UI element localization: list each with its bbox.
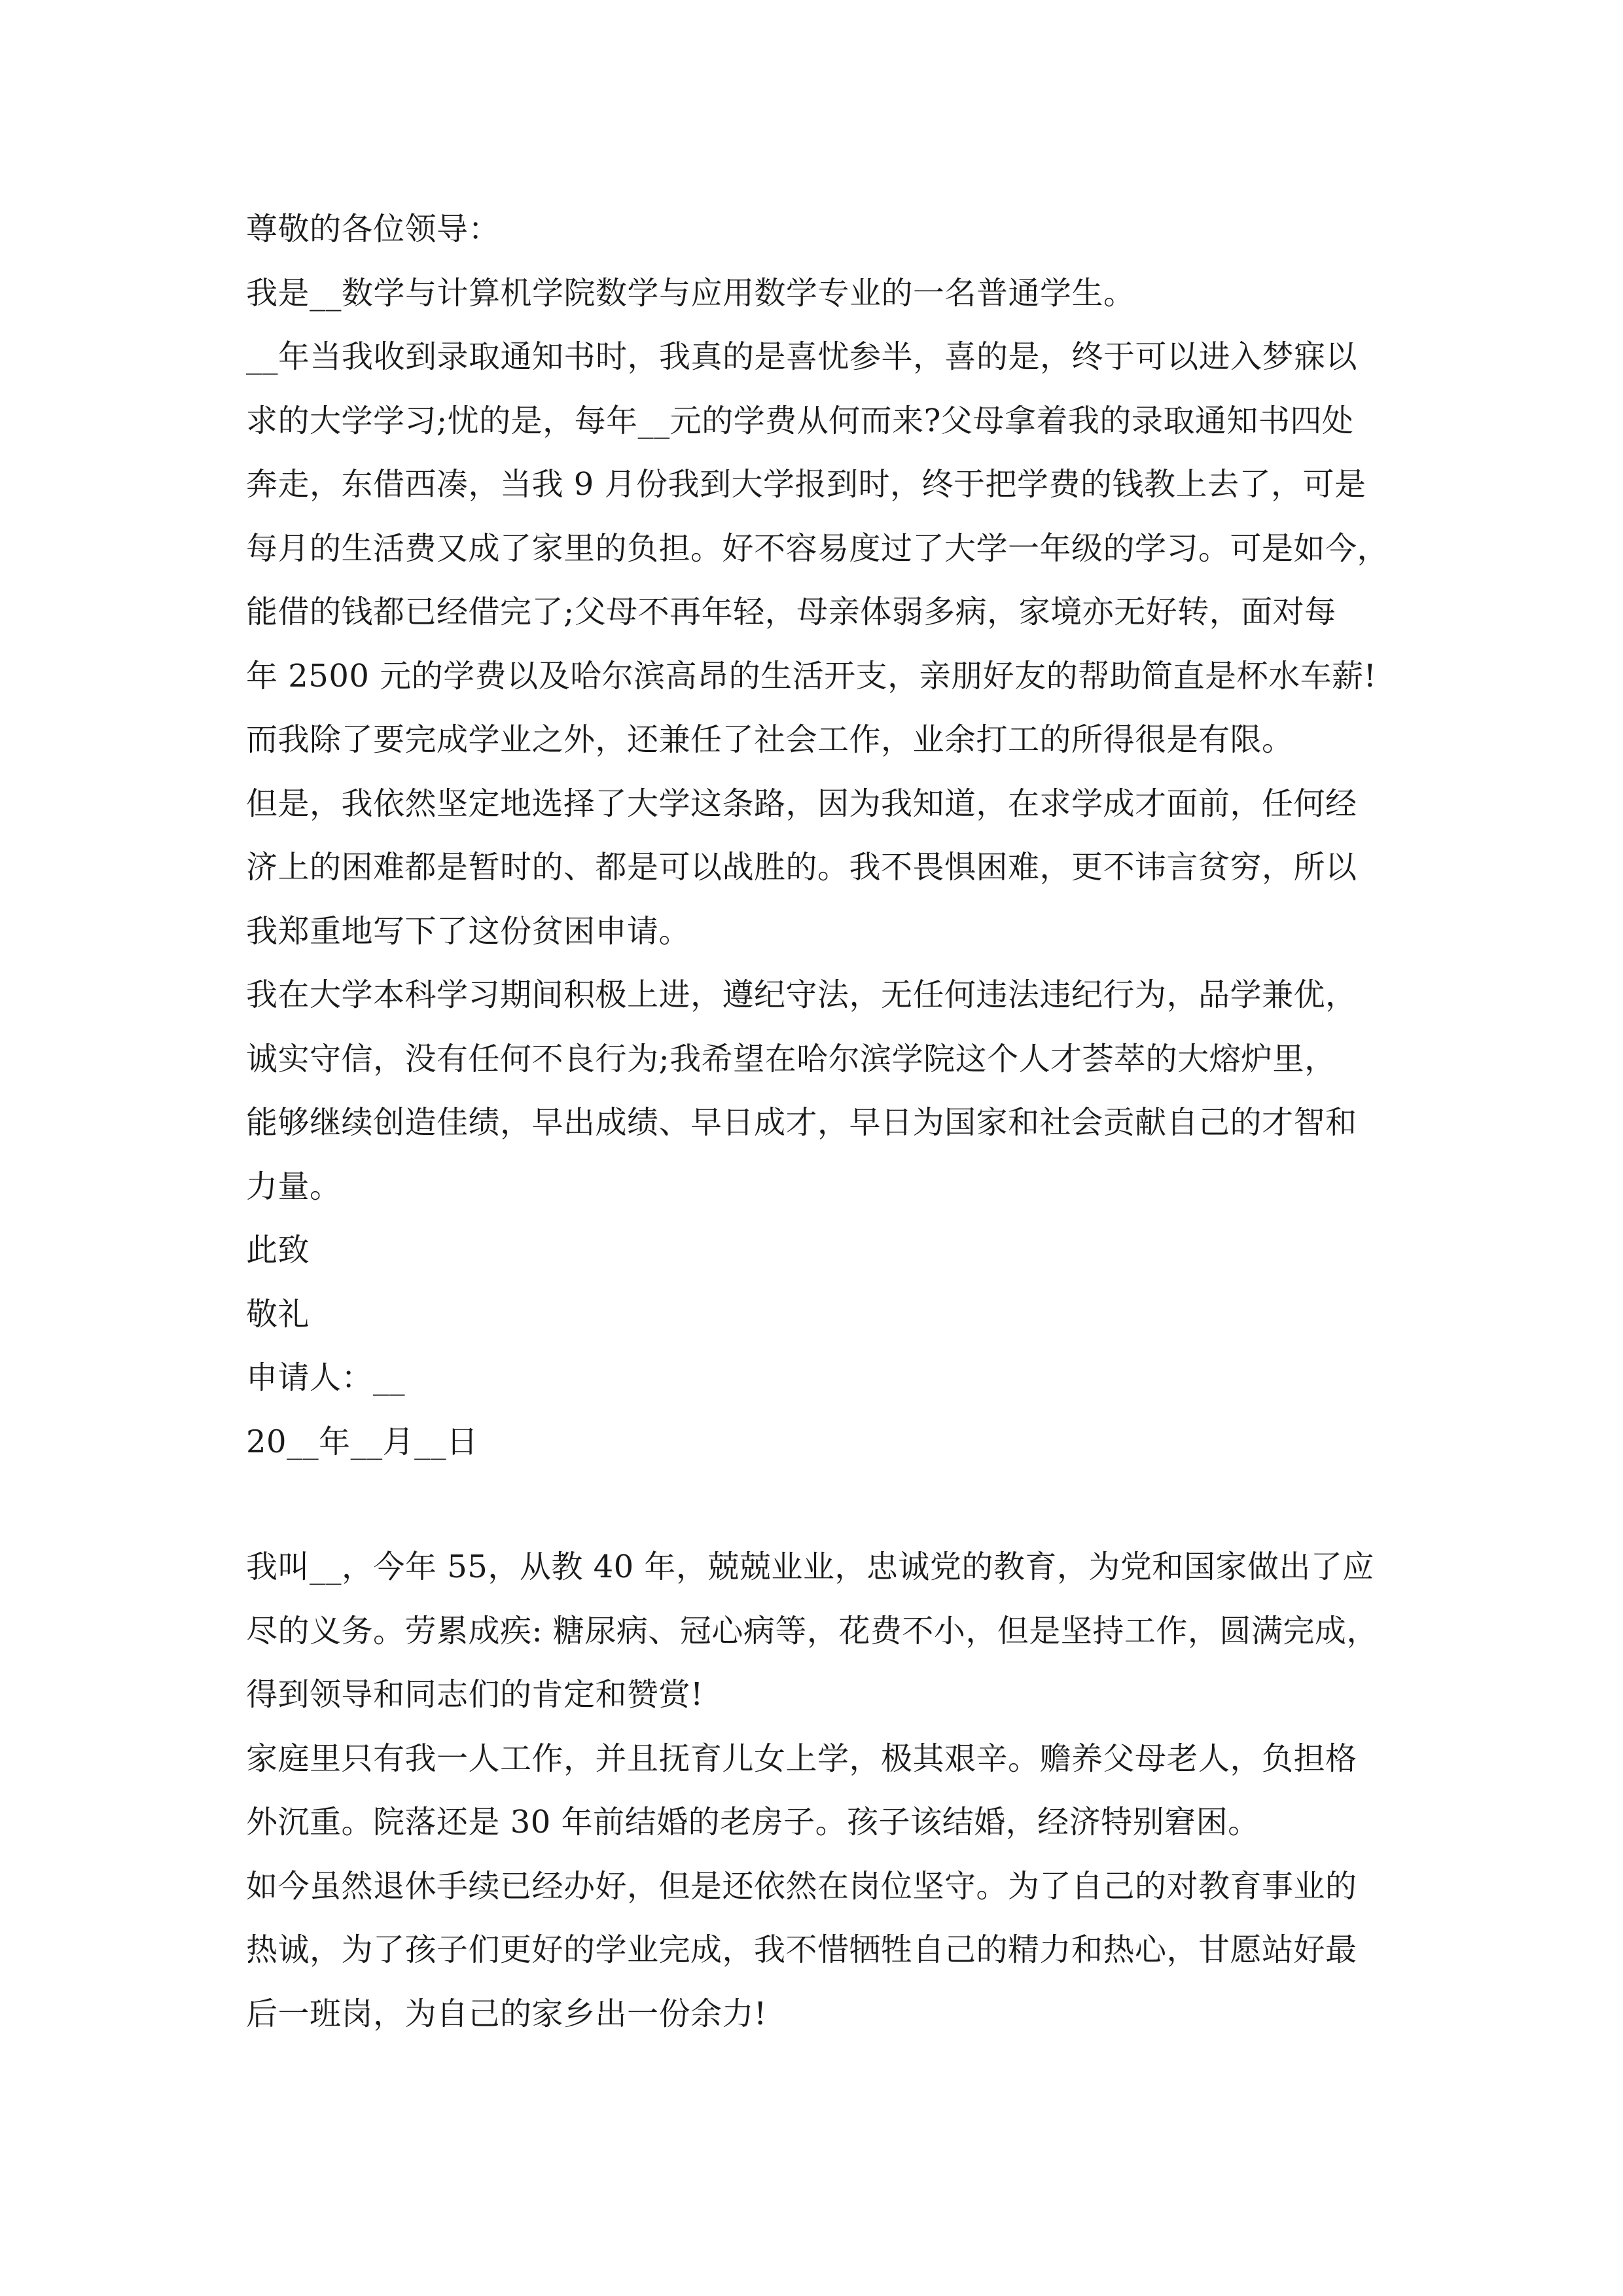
paragraph-line: 尽的义务。劳累成疾: 糖尿病、冠心病等，花费不小，但是坚持工作，圆满完成， bbox=[246, 1612, 1378, 1649]
paragraph-line: 我是__数学与计算机学院数学与应用数学专业的一名普通学生。 bbox=[246, 274, 1135, 312]
paragraph-line: 每月的生活费又成了家里的负担。好不容易度过了大学一年级的学习。可是如今， bbox=[246, 529, 1389, 567]
paragraph-line: 能够继续创造佳绩，早出成绩、早日成才，早日为国家和社会贡献自己的才智和 bbox=[246, 1104, 1357, 1141]
paragraph-line: 我在大学本科学习期间积极上进，遵纪守法，无任何违法违纪行为，品学兼优， bbox=[246, 977, 1357, 1013]
date-line: 20__年__月__日 bbox=[246, 1423, 478, 1460]
paragraph-line: 如今虽然退休手续已经办好，但是还依然在岗位坚守。为了自己的对教育事业的 bbox=[246, 1867, 1357, 1905]
applicant-signature-line: 申请人：__ bbox=[246, 1359, 406, 1396]
paragraph-line: 而我除了要完成学业之外，还兼任了社会工作，业余打工的所得很是有限。 bbox=[246, 721, 1294, 758]
paragraph-line: 我郑重地写下了这份贫困申请。 bbox=[246, 912, 691, 950]
application-letter-teacher bbox=[246, 1535, 1385, 2046]
paragraph-line: __年当我收到录取通知书时，我真的是喜忧参半，喜的是，终于可以进入梦寐以 bbox=[246, 338, 1358, 375]
paragraph-line: 我叫__，今年 55，从教 40 年，兢兢业业，忠诚党的教育，为党和国家做出了应 bbox=[246, 1549, 1374, 1585]
paragraph-line: 年 2500 元的学费以及哈尔滨高昂的生活开支，亲朋好友的帮助简直是杯水车薪! bbox=[246, 657, 1377, 694]
paragraph-line: 得到领导和同志们的肯定和赞赏! bbox=[246, 1676, 704, 1713]
closing-greeting: 此致 bbox=[246, 1232, 310, 1268]
paragraph-line: 奔走，东借西凑，当我 9 月份我到大学报到时，终于把学费的钱教上去了，可是 bbox=[246, 466, 1366, 503]
paragraph-line: 热诚，为了孩子们更好的学业完成，我不惜牺牲自己的精力和热心，甘愿站好最 bbox=[246, 1931, 1357, 1968]
paragraph-line: 外沉重。院落还是 30 年前结婚的老房子。孩子该结婚，经济特别窘困。 bbox=[246, 1804, 1260, 1840]
paragraph-line: 诚实守信，没有任何不良行为;我希望在哈尔滨学院这个人才荟萃的大熔炉里， bbox=[246, 1040, 1336, 1077]
closing-salute: 敬礼 bbox=[246, 1295, 310, 1333]
paragraph-line: 但是，我依然坚定地选择了大学这条路，因为我知道，在求学成才面前，任何经 bbox=[246, 785, 1357, 822]
paragraph-line: 家庭里只有我一人工作，并且抚育儿女上学，极其艰辛。赡养父母老人，负担格 bbox=[246, 1740, 1357, 1777]
paragraph-line: 能借的钱都已经借完了;父母不再年轻，母亲体弱多病，家境亦无好转，面对每 bbox=[246, 594, 1336, 630]
paragraph-line: 后一班岗，为自己的家乡出一份余力! bbox=[246, 1995, 767, 2032]
paragraph-line: 力量。 bbox=[246, 1168, 342, 1205]
paragraph-line: 求的大学学习;忧的是，每年__元的学费从何而来?父母拿着我的录取通知书四处 bbox=[246, 402, 1354, 439]
application-letter-student bbox=[246, 198, 1389, 1474]
paragraph-line: 济上的困难都是暂时的、都是可以战胜的。我不畏惧困难，更不讳言贫穷，所以 bbox=[246, 849, 1357, 886]
salutation: 尊敬的各位领导： bbox=[246, 211, 501, 247]
